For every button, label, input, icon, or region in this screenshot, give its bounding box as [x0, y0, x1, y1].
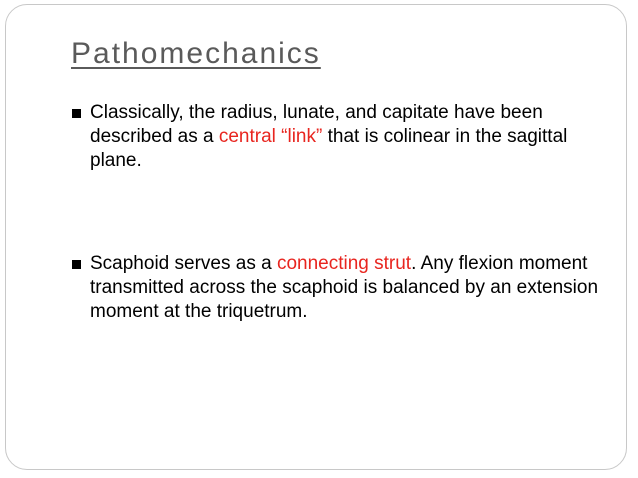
- bullet-text-before: Classically, the radius, lunate, and capitate have been described as a: [90, 102, 543, 147]
- bullet-highlight-text: connecting strut: [276, 253, 412, 274]
- bullet-text-after: . Any flexion moment transmitted across the scaphoid is balanced by an extension moment at the triquetrum.: [90, 253, 599, 322]
- bullet-list: [72, 101, 602, 324]
- slide-title: Pathomechanics: [71, 37, 321, 70]
- bullet-item-scaphoid-strut: [72, 252, 602, 324]
- bullet-text-before: Scaphoid serves as a: [90, 253, 277, 274]
- bullet-item-central-link: [72, 101, 602, 173]
- square-bullet-icon: [72, 260, 81, 269]
- square-bullet-icon: [72, 109, 81, 118]
- bullet-highlight-text: central “link”: [218, 126, 323, 147]
- bullet-text-after: that is colinear in the sagittal plane.: [90, 126, 568, 171]
